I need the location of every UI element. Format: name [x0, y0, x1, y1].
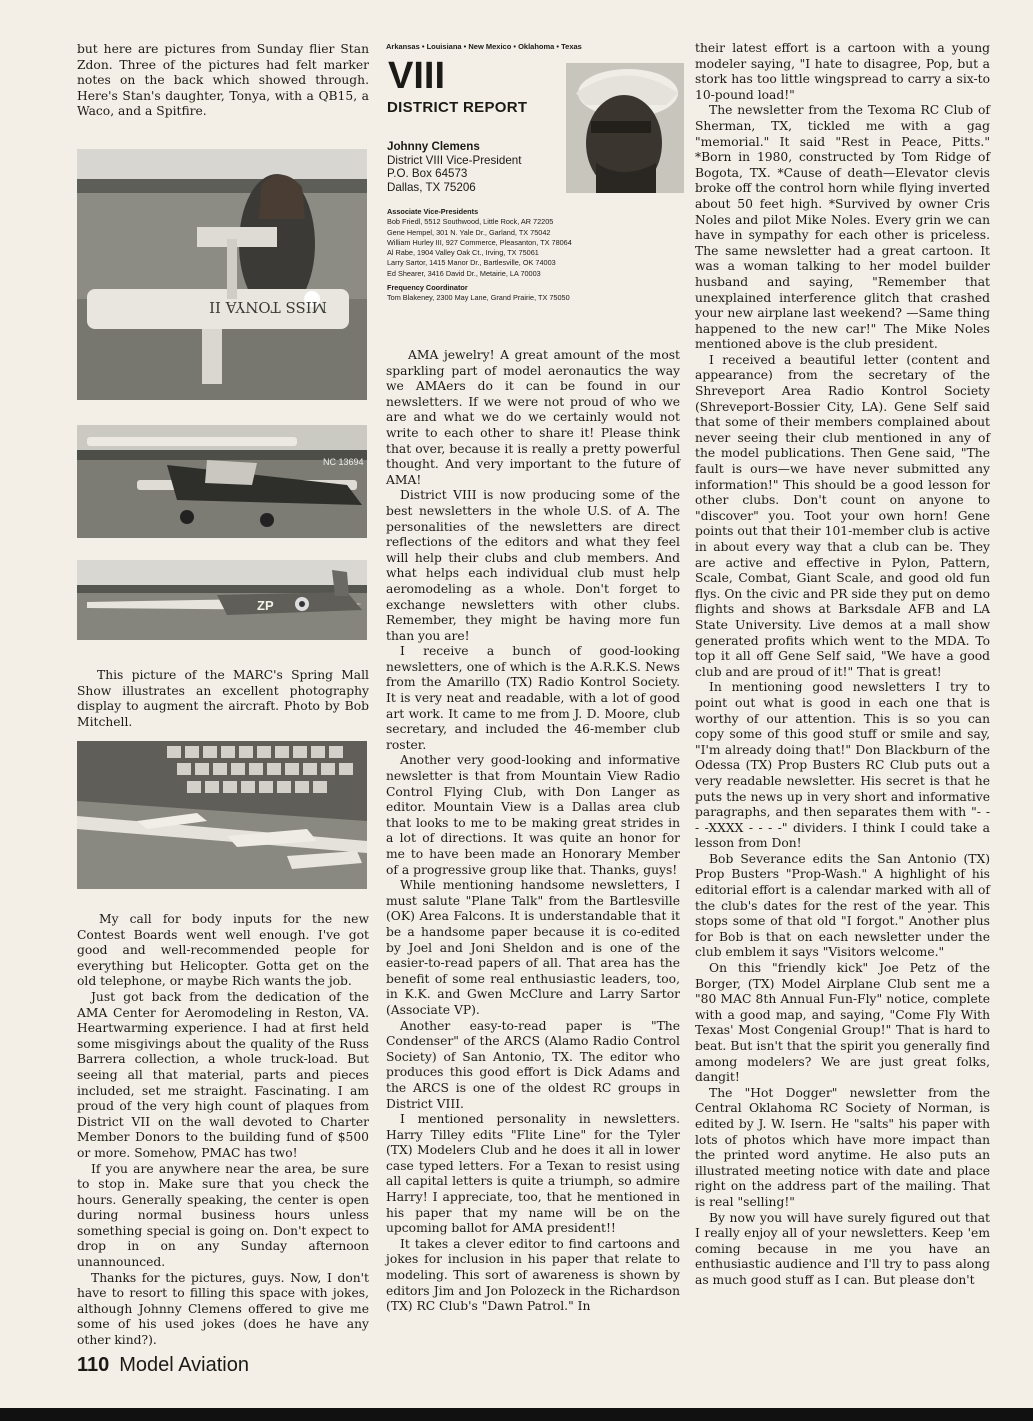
- photo-waco-biplane: [77, 425, 367, 538]
- plane-code: ZP: [257, 598, 274, 613]
- col2-paragraph: Another very good-looking and informative newsletter is that from Mountain View Radio Control Flying Club, with Don Langer as editor. Mountain View is a Dallas area club that looks to me to be making great strides in a lot of directions. It was quite an honor for me to have been made an Honorary Member of a progressive group like that. Thanks, guys!: [386, 753, 680, 877]
- photo-spitfire: [77, 560, 367, 640]
- intro-text: but here are pictures from Sunday flier Stan Zdon. Three of the pictures had felt marker notes on the back which showed through. Here's Stan's daughter, Tonya, with a QB15, a Waco, and a Spitfire.: [77, 42, 369, 119]
- col3-body: [695, 41, 990, 1289]
- col1-paragraph: My call for body inputs for the new Contest Boards went well enough. I've got good and well-recommended people for everything but Helicopter. Gotta get on the old telephone, or maybe Rich wants the job.: [77, 912, 369, 989]
- vice-president-contact: [387, 140, 521, 194]
- col3-paragraph: By now you will have surely figured out that I really enjoy all of your newsletters. Keep 'em coming because in me you have an enthusiastic audience and I'll try to pass along as much good stuff as I can. But please don't: [695, 1210, 990, 1287]
- district-report-title: DISTRICT REPORT: [387, 99, 528, 116]
- assoc-entry: Bob Friedl, 5512 Southwood, Little Rock, AR 72205: [387, 217, 554, 227]
- assoc-entry: Larry Sartor, 1415 Manor Dr., Bartlesville, OK 74003: [387, 258, 556, 268]
- col2-paragraph: I mentioned personality in newsletters. Harry Tilley edits "Flite Line" for the Tyler (TX) Modelers Club and he does it all in lower case typed letters. For a Texan to resist using all capital letters is quite a triumph, so admire Harry! I appreciate, too, that he mentioned in his paper that my name will be on the upcoming ballot for AMA president!!: [386, 1112, 680, 1236]
- contact-city: Dallas, TX 75206: [387, 180, 476, 194]
- col1-paragraph: If you are anywhere near the area, be sure to stop in. Make sure that you check the hours. Generally speaking, the center is open during normal business hours unless something special is going on. Don't expect to drop in on any Sunday afternoon unannounced.: [77, 1161, 369, 1270]
- col2-paragraph: District VIII is now producing some of the best newsletters in the whole U.S. of A. The personalities of the newsletters are direct reflections of the editors and what they feel will help their clubs and club members. And what helps each individual club must help aeromodeling as a whole. Don't forget to exchange newsletters with other clubs. Remember, they might be having more fun than you are!: [386, 488, 680, 643]
- assoc-entry: Al Rabe, 1904 Valley Oak Ct., Irving, TX 75061: [387, 248, 539, 258]
- portrait-photo: [566, 63, 684, 193]
- assoc-heading: Associate Vice-Presidents: [387, 207, 479, 216]
- col3-paragraph: In mentioning good newsletters I try to point out what is good in each one that is worthy of our attention. This is so you can copy some of this good stuff or smile and say, "I'm already doing that!" Don Blackburn of the Odessa (TX) Prop Busters RC Club puts out a very readable newsletter. His secret is that he puts the news up in very short and informative paragraphs, and then separates them with "- - - -XXXX - - - -" dividers. I think I could take a lesson from Don!: [695, 680, 990, 851]
- col3-paragraph: Bob Severance edits the San Antonio (TX) Prop Busters "Prop-Wash." A highlight of his editorial effort is a calendar marked with all of the club's dates for the rest of the year. This stops some of that old "I forgot." Another plus for Bob is that on each newsletter under the club emblem it says "Visitors welcome.": [695, 851, 990, 960]
- assoc-entry: Gene Hempel, 301 N. Yale Dr., Garland, TX 75042: [387, 227, 551, 237]
- freq-heading: Frequency Coordinator: [387, 283, 468, 293]
- col2-paragraph: Another easy-to-read paper is "The Condenser" of the ARCS (Alamo Radio Control Society) of San Antonio, TX. The editor who produces this good effort is Dick Adams and the ARCS is one of the oldest RC groups in District VIII.: [386, 1018, 680, 1111]
- plane-lettering: MISS TONYA II: [209, 298, 327, 316]
- col1-paragraph: Just got back from the dedication of the AMA Center for Aeromodeling in Reston, VA. Heartwarming experience. I had at first held some misgivings about the quality of the Russ Barrera collection, a whole truck-load. But seeing all that material, parts and pieces included, set me straight. Fascinating. I am proud of the very high count of plaques from District VII on the wall devoted to Charter Member Donors to the building fund of $500 or more. Somehow, PMAC has two!: [77, 989, 369, 1160]
- photo-tonya-qb15: [77, 149, 367, 400]
- scan-edge: [0, 1408, 1033, 1421]
- col3-paragraph: On this "friendly kick" Joe Petz of the Borger, (TX) Model Airplane Club sent me a "80 MAC 8th Annual Fun-Fly" notice, complete with a good map, and saying, "Come Fly With Texas' Most Congenial Group!" That is hard to beat. But isn't that the spirit you generally find among modelers? We are just great folks, dangit!: [695, 961, 990, 1085]
- plane-registration: NC 13694: [323, 457, 364, 467]
- page-footer: [77, 1354, 249, 1377]
- associate-list: [387, 207, 679, 304]
- col3-paragraph: their latest effort is a cartoon with a young modeler saying, "I hate to disagree, Pop, but a stork has too little wingspread to carry a six-to 10-pound load!": [695, 41, 990, 102]
- freq-entry: Tom Blakeney, 2300 May Lane, Grand Prairie, TX 75050: [387, 293, 570, 303]
- district-number: VIII: [388, 55, 446, 97]
- states-kicker: Arkansas • Louisiana • New Mexico • Oklahoma • Texas: [386, 42, 582, 51]
- photo-mall-show-image: [77, 741, 367, 889]
- magazine-name: Model Aviation: [119, 1354, 249, 1376]
- assoc-entry: William Hurley III, 927 Commerce, Pleasanton, TX 78064: [387, 237, 572, 247]
- col2-body: [386, 348, 680, 1315]
- col3-paragraph: The "Hot Dogger" newsletter from the Central Oklahoma RC Society of Norman, is edited by J. W. Isern. He "salts" his paper with lots of photos which have more impact than the printed word anytime. He also puts an illustrated meeting notice with date and place right on the address part of the mailing. That is real "selling!": [695, 1085, 990, 1209]
- col2-paragraph: While mentioning handsome newsletters, I must salute "Plane Talk" from the Bartlesville (OK) Area Falcons. It is understandable that it be a handsome paper because it is co-edited by Joel and Joni Sheldon and is one of the easier-to-read papers of all. That area has the benefit of some real enthusiastic leaders, too, in K.K. and Gwen McClure and Larry Sartor (Associate VP).: [386, 878, 680, 1017]
- contact-title: District VIII Vice-President: [387, 153, 522, 167]
- contact-address: P.O. Box 64573: [387, 167, 468, 181]
- portrait-image: [566, 63, 684, 193]
- col1-body: [77, 912, 369, 1349]
- photo-spitfire-image: [77, 560, 367, 640]
- contact-name: Johnny Clemens: [387, 140, 480, 153]
- page-number: 110: [77, 1354, 110, 1376]
- photo-tonya-qb15-image: [77, 149, 367, 400]
- caption-text: This picture of the MARC's Spring Mall Show illustrates an excellent photography display to augment the aircraft. Photo by Bob Mitchell.: [77, 668, 369, 729]
- col1-paragraph: Thanks for the pictures, guys. Now, I don't have to resort to filling this space with jokes, although Johnny Clemens offered to give me some of his used jokes (does he have any other kind?).: [77, 1270, 369, 1348]
- photo-mall-show: [77, 741, 367, 889]
- col3-paragraph: The newsletter from the Texoma RC Club of Sherman, TX, tickled me with a gag "memorial." It said "Rest in Peace, Pitts." *Born in 1980, constructed by Tom Ridge of Bogota, TX. *Cause of death—Elevator clevis broke off the control horn while flying inverted about 50 feet high. *Survived by owner Cris Noles and pilot Mike Noles. Every grin we can have in sympathy for each other is priceless. The same newsletter had a great cartoon. It was a woman talking to her model builder husband and saying, "Remember that unexplained interference glitch that crashed your new airplane last weekend? —Same thing happened to the new car!" The Mike Noles mentioned above is the club president.: [695, 103, 990, 352]
- col2-paragraph: I receive a bunch of good-looking newsletters, one of which is the A.R.K.S. News from the Amarillo (TX) Radio Kontrol Society. It is very neat and readable, with a lot of good art work. It came to me from J. D. Moore, club secretary, and included the 46-member club roster.: [386, 644, 680, 752]
- photo-caption: [77, 668, 369, 730]
- assoc-entry: Ed Shearer, 3416 David Dr., Metairie, LA 70003: [387, 268, 541, 278]
- col2-paragraph: AMA jewelry! A great amount of the most sparkling part of model aeronautics the way we AMAers do it can be found in our newsletters. If we were not proud of who we are and what we do we certainly would not write to each other to share it! Please think that over, because it is really a pretty powerful thought. And very important to the future of AMA!: [386, 348, 680, 487]
- photo-waco-biplane-image: [77, 425, 367, 538]
- col3-paragraph: I received a beautiful letter (content and appearance) from the secretary of the Shreveport Area Radio Kontrol Society (Shreveport-Bossier City, LA). Gene Self said that some of their members complained about never seeing their club mentioned in any of the model publications. Then Gene said, "The fault is ours—we have never submitted any information!" This should be a good lesson for other clubs. Don't count on anyone to "discover" you. Toot your own horn! Gene points out that their 101-member club is active in about every way that a club can be. They are active and effective in Pylon, Pattern, Scale, Combat, Giant Scale, and good old fun flys. On the civic and PR side they put on demo flights and shows at Barksdale AFB and LA State University. Live demos at a mall show generated profits which went to the MDA. To top it all off Gene Self said, "We have a good club and are proud of it!" That is great!: [695, 352, 990, 679]
- col2-paragraph: It takes a clever editor to find cartoons and jokes for inclusion in his paper that relate to modeling. This sort of awareness is shown by editors Jim and Jon Polozeck in the Richardson (TX) RC Club's "Dawn Patrol." In: [386, 1236, 680, 1314]
- intro-paragraph: [77, 42, 369, 120]
